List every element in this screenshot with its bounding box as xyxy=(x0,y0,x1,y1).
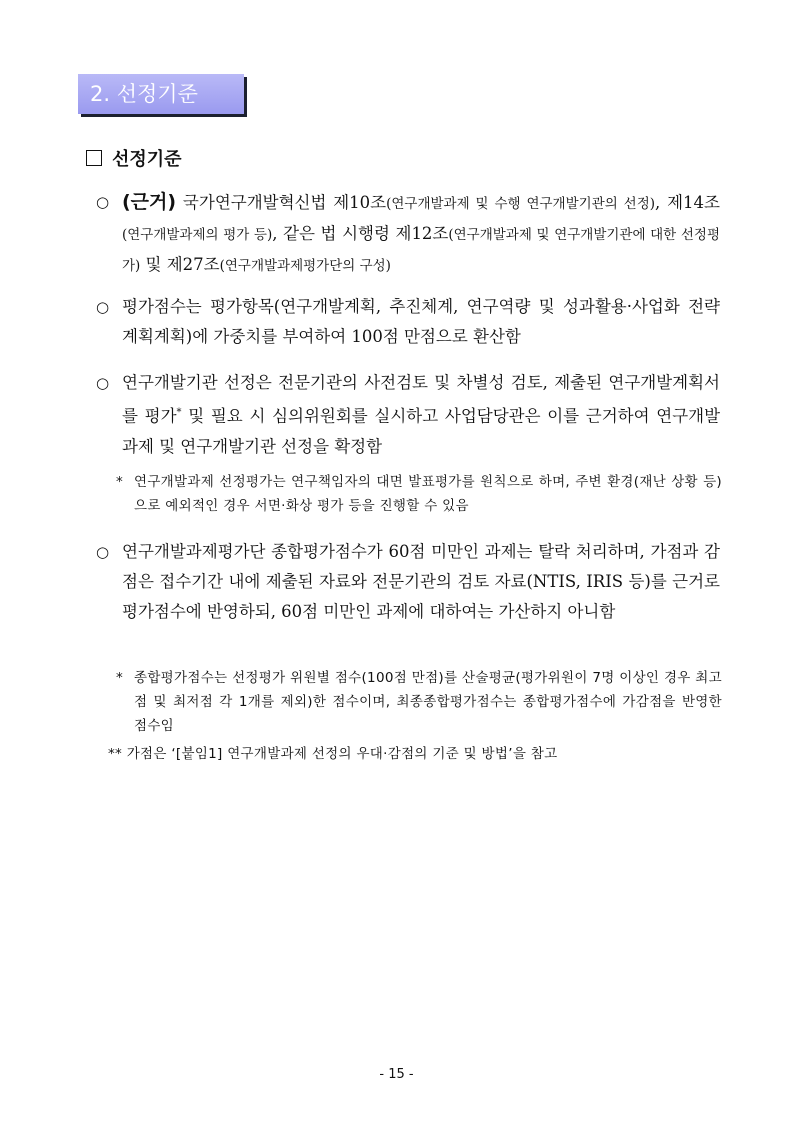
bullet-circle-icon: ○ xyxy=(96,374,110,392)
item-text: 연구개발과제평가단 종합평가점수가 60점 미만인 과제는 탈락 처리하며, 가점과 감점은 접수기간 내에 제출된 자료와 전문기관의 검토 자료(NTIS, IRIS 등)를 근거로 평가점수에 반영하되, 60점 미만인 과제에 대하여는 가산하지 아니함 xyxy=(122,542,720,621)
item-text: (근거) 국가연구개발혁신법 제10조(연구개발과제 및 수행 연구개발기관의 선정), 제14조(연구개발과제의 평가 등), 같은 법 시행령 제12조(연구개발과제 및 연구개발기관에 대한 선정평가) 및 제27조(연구개발과제평가단의 구성) xyxy=(122,191,720,274)
footnote xyxy=(108,742,557,766)
page-number: - 15 - xyxy=(379,1067,414,1082)
bullet-circle-icon: ○ xyxy=(96,543,110,561)
item-label: (근거) xyxy=(122,191,177,213)
item-text: 평가점수는 평가항목(연구개발계획, 추진체계, 연구역량 및 성과활용·사업화 전략 계획계획)에 가중치를 부여하여 100점 만점으로 환산함 xyxy=(122,297,720,346)
bullet-circle-icon: ○ xyxy=(96,193,110,211)
subsection-heading xyxy=(86,145,182,171)
footnote-mark: * xyxy=(116,474,123,490)
section-title: 2. 선정기준 xyxy=(78,74,244,114)
footnote-mark: ** xyxy=(108,746,123,762)
bullet-circle-icon: ○ xyxy=(96,298,110,316)
footnote-text: 종합평가점수는 선정평가 위원별 점수(100점 만점)를 산술평균(평가위원이 7명 이상인 경우 최고점 및 최저점 각 1개를 제외)한 점수이며, 최종종합평가점수는 종합평가점수에 가감점을 반영한 점수임 xyxy=(134,670,722,734)
heading-text: 선정기준 xyxy=(112,149,182,170)
footnote-text: 연구개발과제 선정평가는 연구책임자의 대면 발표평가를 원칙으로 하며, 주변 환경(재난 상황 등)으로 예외적인 경우 서면·화상 평가 등을 진행할 수 있음 xyxy=(134,474,722,514)
section-title-tab xyxy=(78,74,244,114)
footnote-text: 가점은 ‘[붙임1] 연구개발과제 선정의 우대·감점의 기준 및 방법’을 참고 xyxy=(126,746,558,762)
checkbox-square-icon xyxy=(86,150,102,166)
footnote-mark: * xyxy=(116,670,123,686)
item-text: 연구개발기관 선정은 전문기관의 사전검토 및 차별성 검토, 제출된 연구개발계획서를 평가* 및 필요 시 심의위원회를 실시하고 사업담당관은 이를 근거하여 연구개발과제 및 연구개발기관 선정을 확정함 xyxy=(122,373,721,456)
